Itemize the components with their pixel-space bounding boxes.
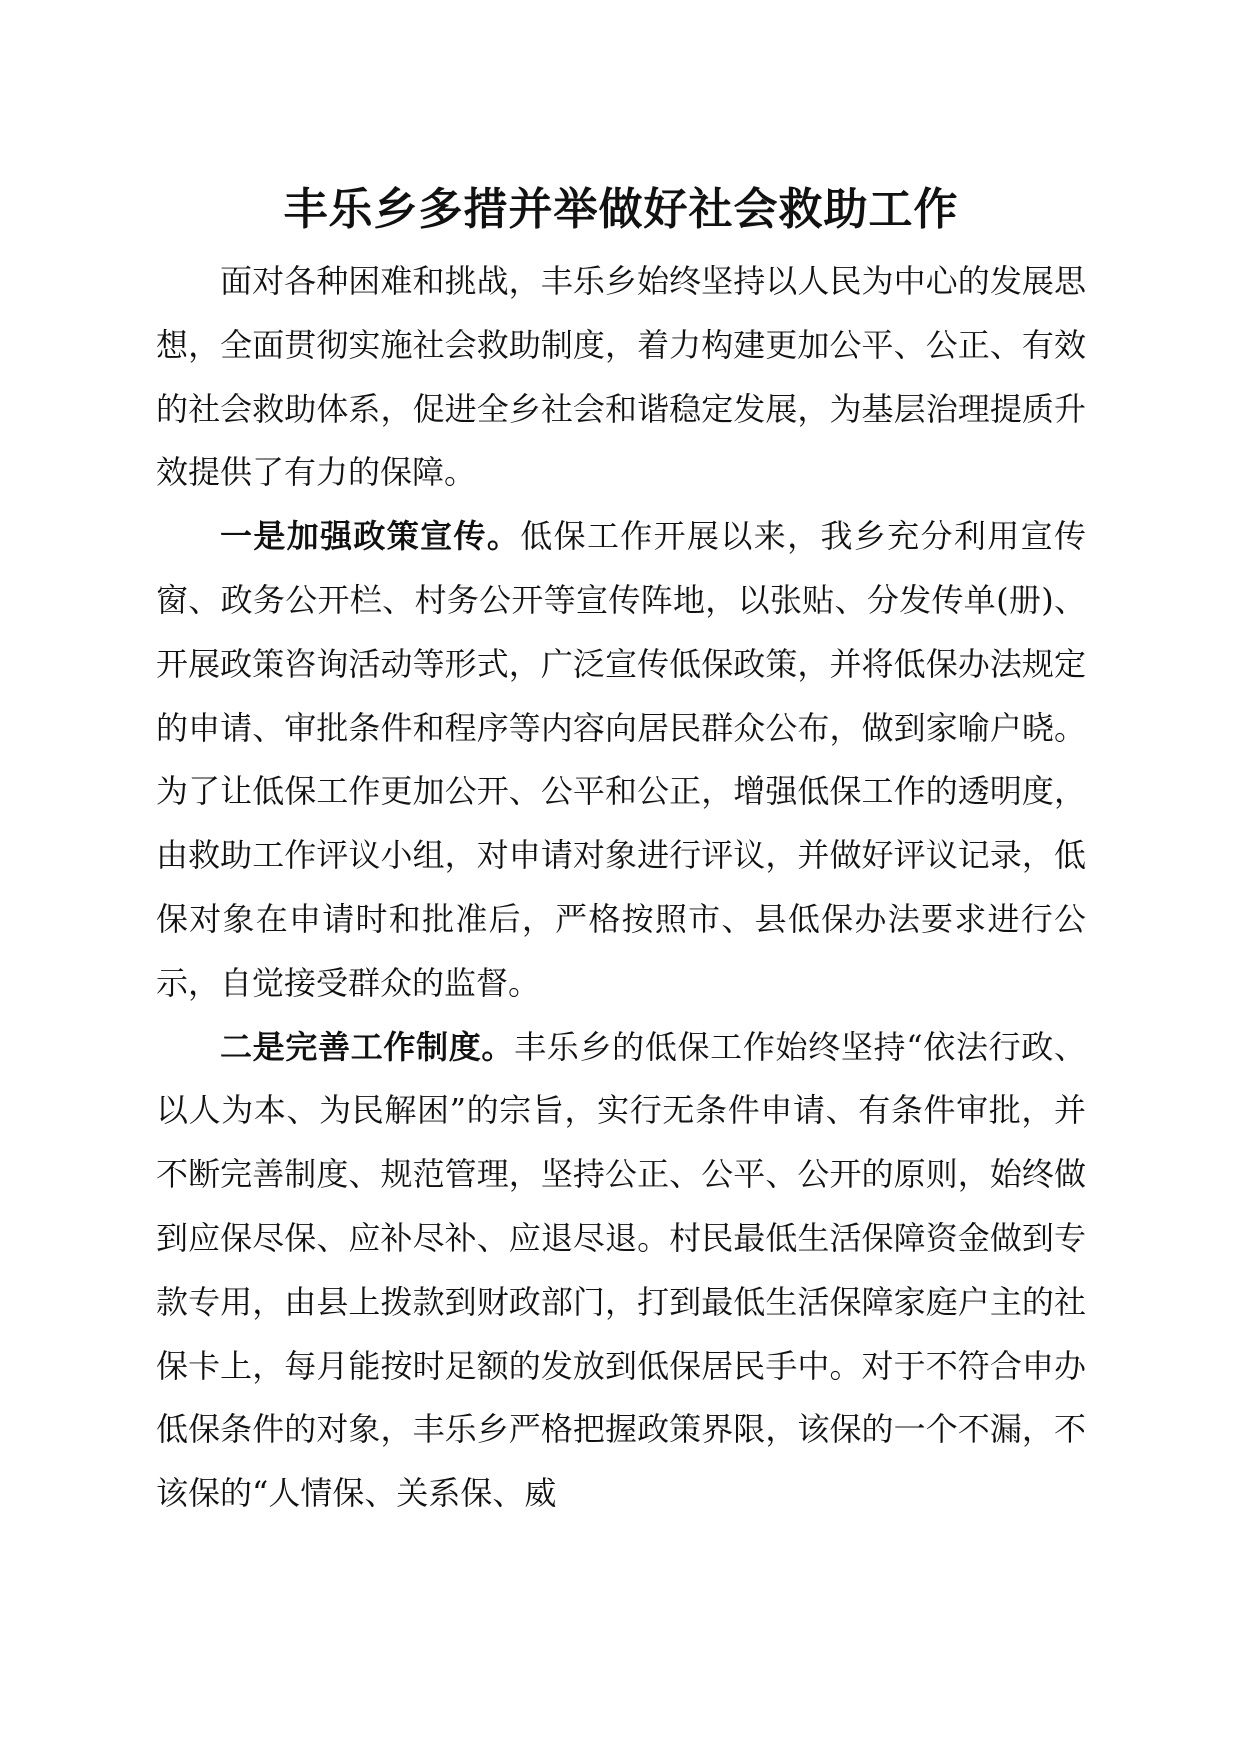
section-body: 丰乐乡的低保工作始终坚持“依法行政、以人为本、为民解困”的宗旨，实行无条件申请、有条件审批，并不断完善制度、规范管理，坚持公正、公平、公开的原则，始终做到应保尽保、应补尽补、应退尽退。村民最低生活保障资金做到专款专用，由县上拨款到财政部门，打到最低生活保障家庭户主的社保卡上，每月能按时足额的发放到低保居民手中。对于不符合申办低保条件的对象，丰乐乡严格把握政策界限，该保的一个不漏，不该保的“人情保、关系保、威 — [156, 1027, 1086, 1513]
document-title: 丰乐乡多措并举做好社会救助工作 — [283, 184, 959, 235]
section-paragraph-work-system — [156, 1016, 1086, 1526]
section-heading: 一是加强政策宣传。 — [220, 517, 521, 556]
section-body: 低保工作开展以来，我乡充分利用宣传窗、政务公开栏、村务公开等宣传阵地，以张贴、分发传单(册)、开展政策咨询活动等形式，广泛宣传低保政策，并将低保办法规定的申请、审批条件和程序等内容向居民群众公布，做到家喻户晓。为了让低保工作更加公开、公平和公正，增强低保工作的透明度，由救助工作评议小组，对申请对象进行评议，并做好评议记录，低保对象在申请时和批准后，严格按照市、县低保办法要求进行公示，自觉接受群众的监督。 — [156, 517, 1086, 1002]
intro-paragraph: 面对各种困难和挑战，丰乐乡始终坚持以人民为中心的发展思想，全面贯彻实施社会救助制度，着力构建更加公平、公正、有效的社会救助体系，促进全乡社会和谐稳定发展，为基层治理提质升效提供了有力的保障。 — [156, 262, 1086, 492]
section-heading: 二是完善工作制度。 — [220, 1027, 515, 1066]
document-page — [156, 170, 1086, 1526]
section-paragraph-policy-publicity — [156, 505, 1086, 1015]
